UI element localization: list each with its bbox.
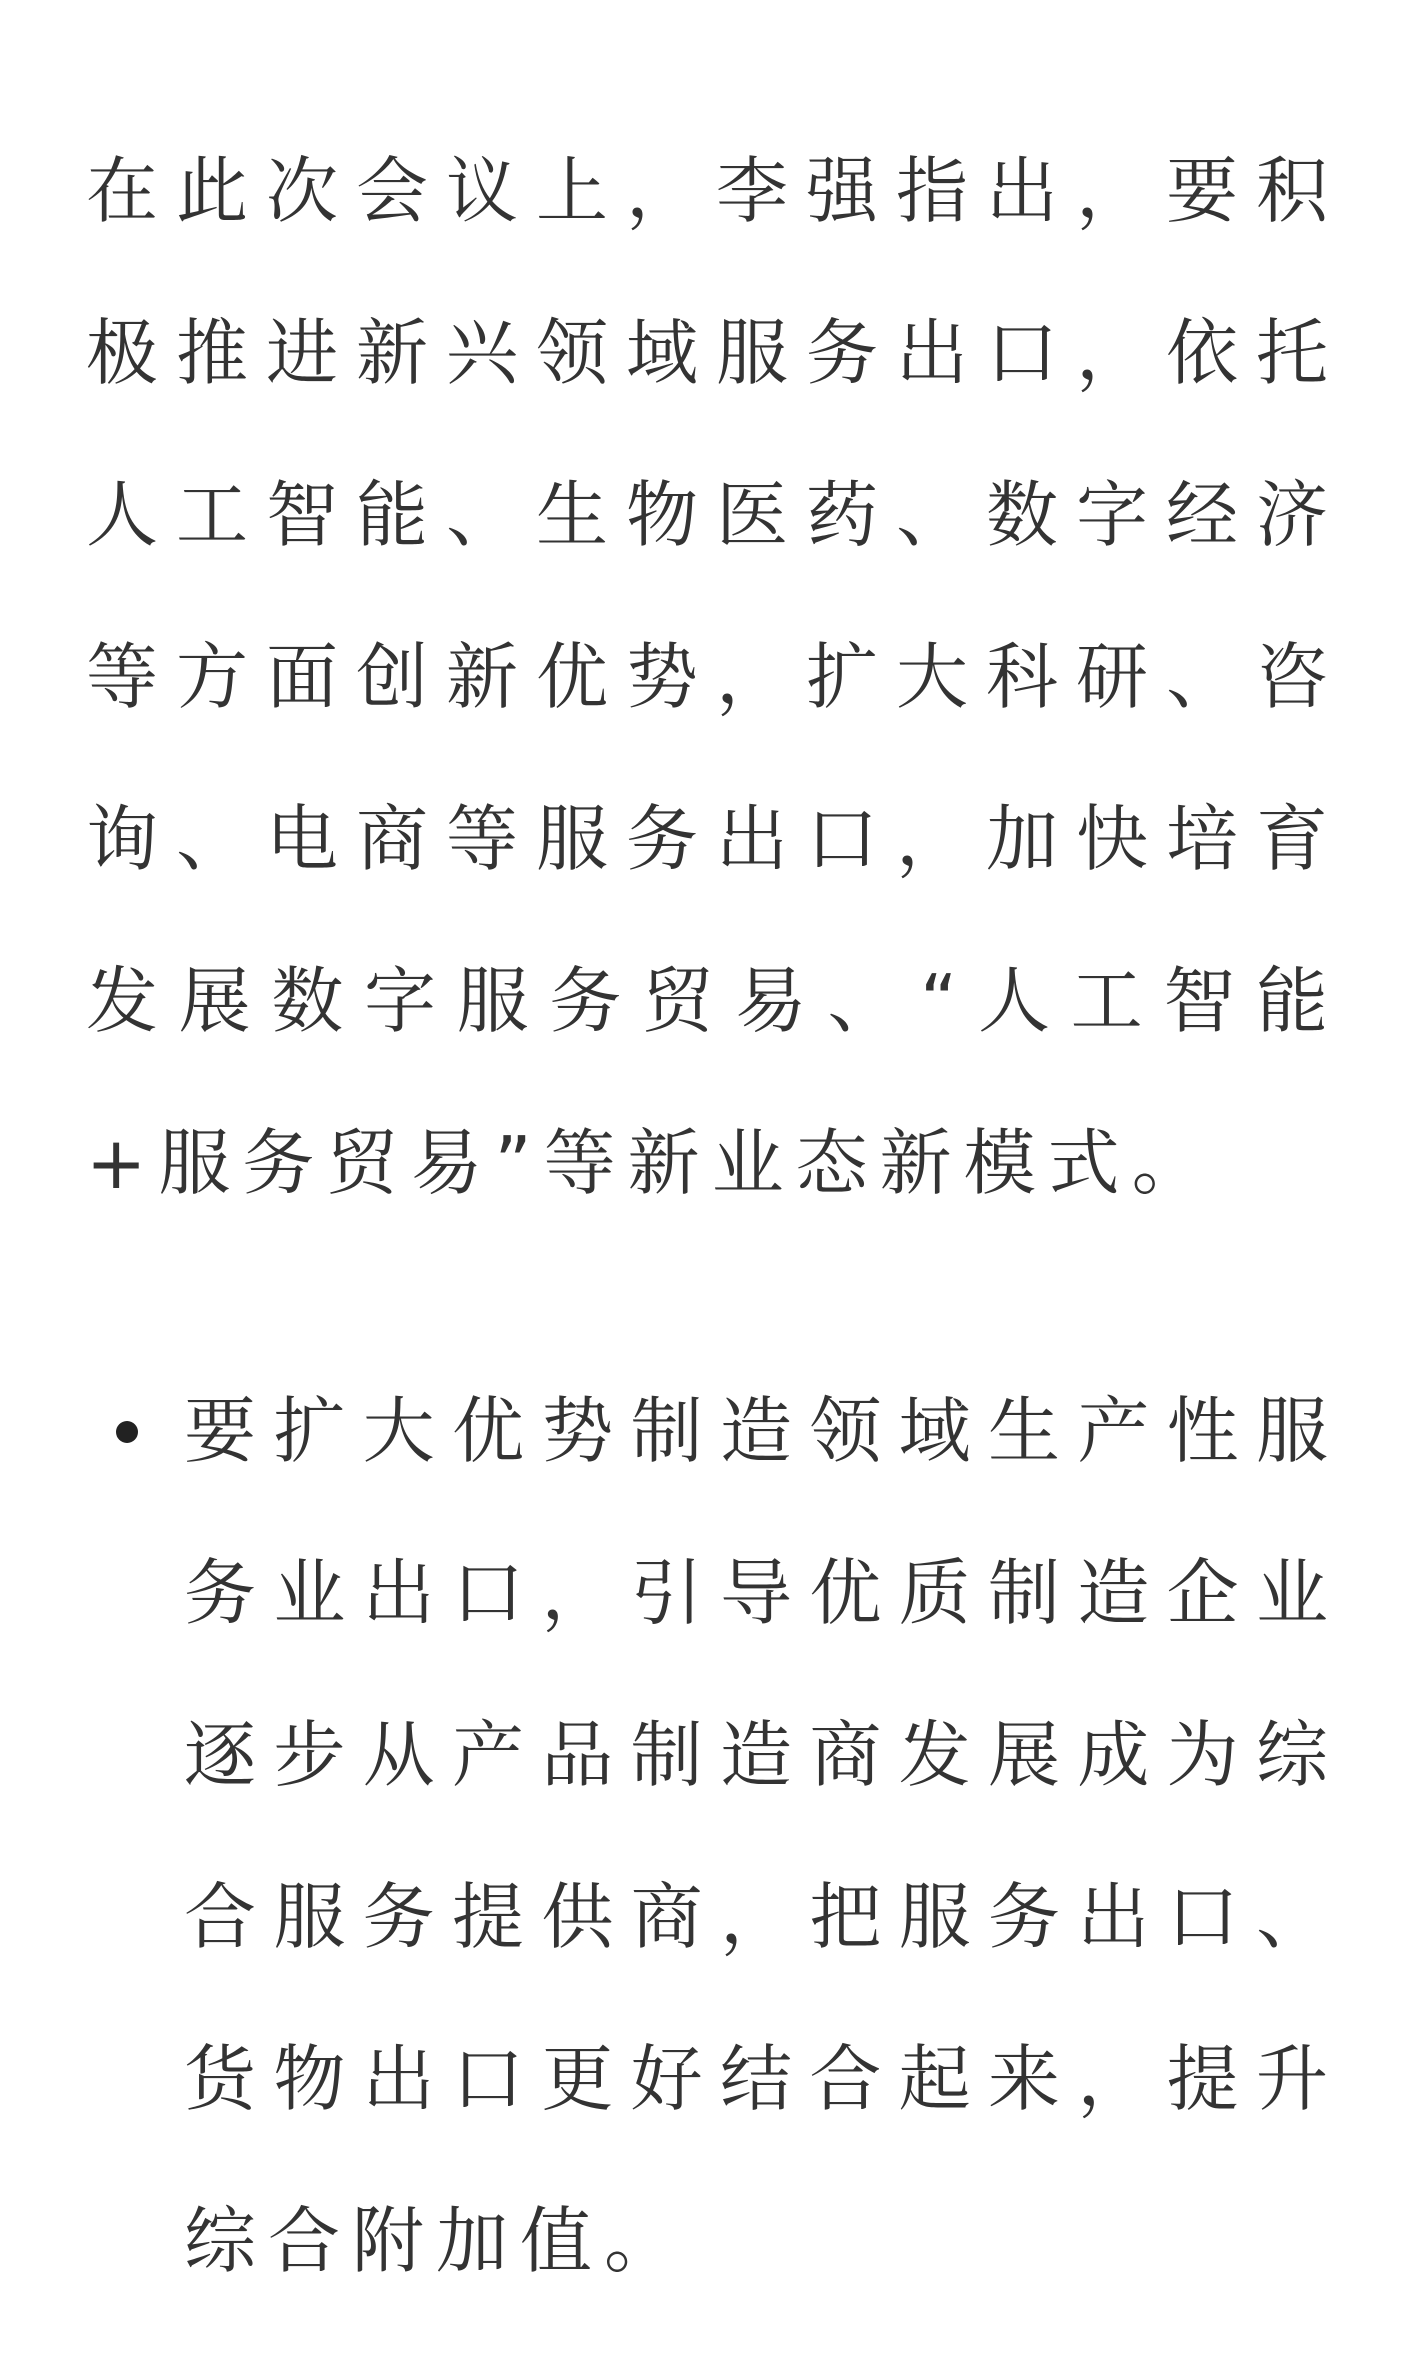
- article-body: [86, 110, 1340, 2322]
- bullet-list: [86, 1350, 1340, 2322]
- list-item-text: 要扩大优势制造领域生产性服务业出口，引导优质制造企业逐步从产品制造商发展成为综合服务提供商，把服务出口、货物出口更好结合起来，提升综合附加值。: [184, 1389, 1340, 2283]
- bullet-icon: [116, 1421, 138, 1443]
- list-item: [86, 1350, 1340, 2322]
- article-paragraph: 在此次会议上，李强指出，要积极推进新兴领域服务出口，依托人工智能、生物医药、数字经济等方面创新优势，扩大科研、咨询、电商等服务出口，加快培育发展数字服务贸易、“人工智能+服务贸易”等新业态新模式。: [86, 149, 1340, 1205]
